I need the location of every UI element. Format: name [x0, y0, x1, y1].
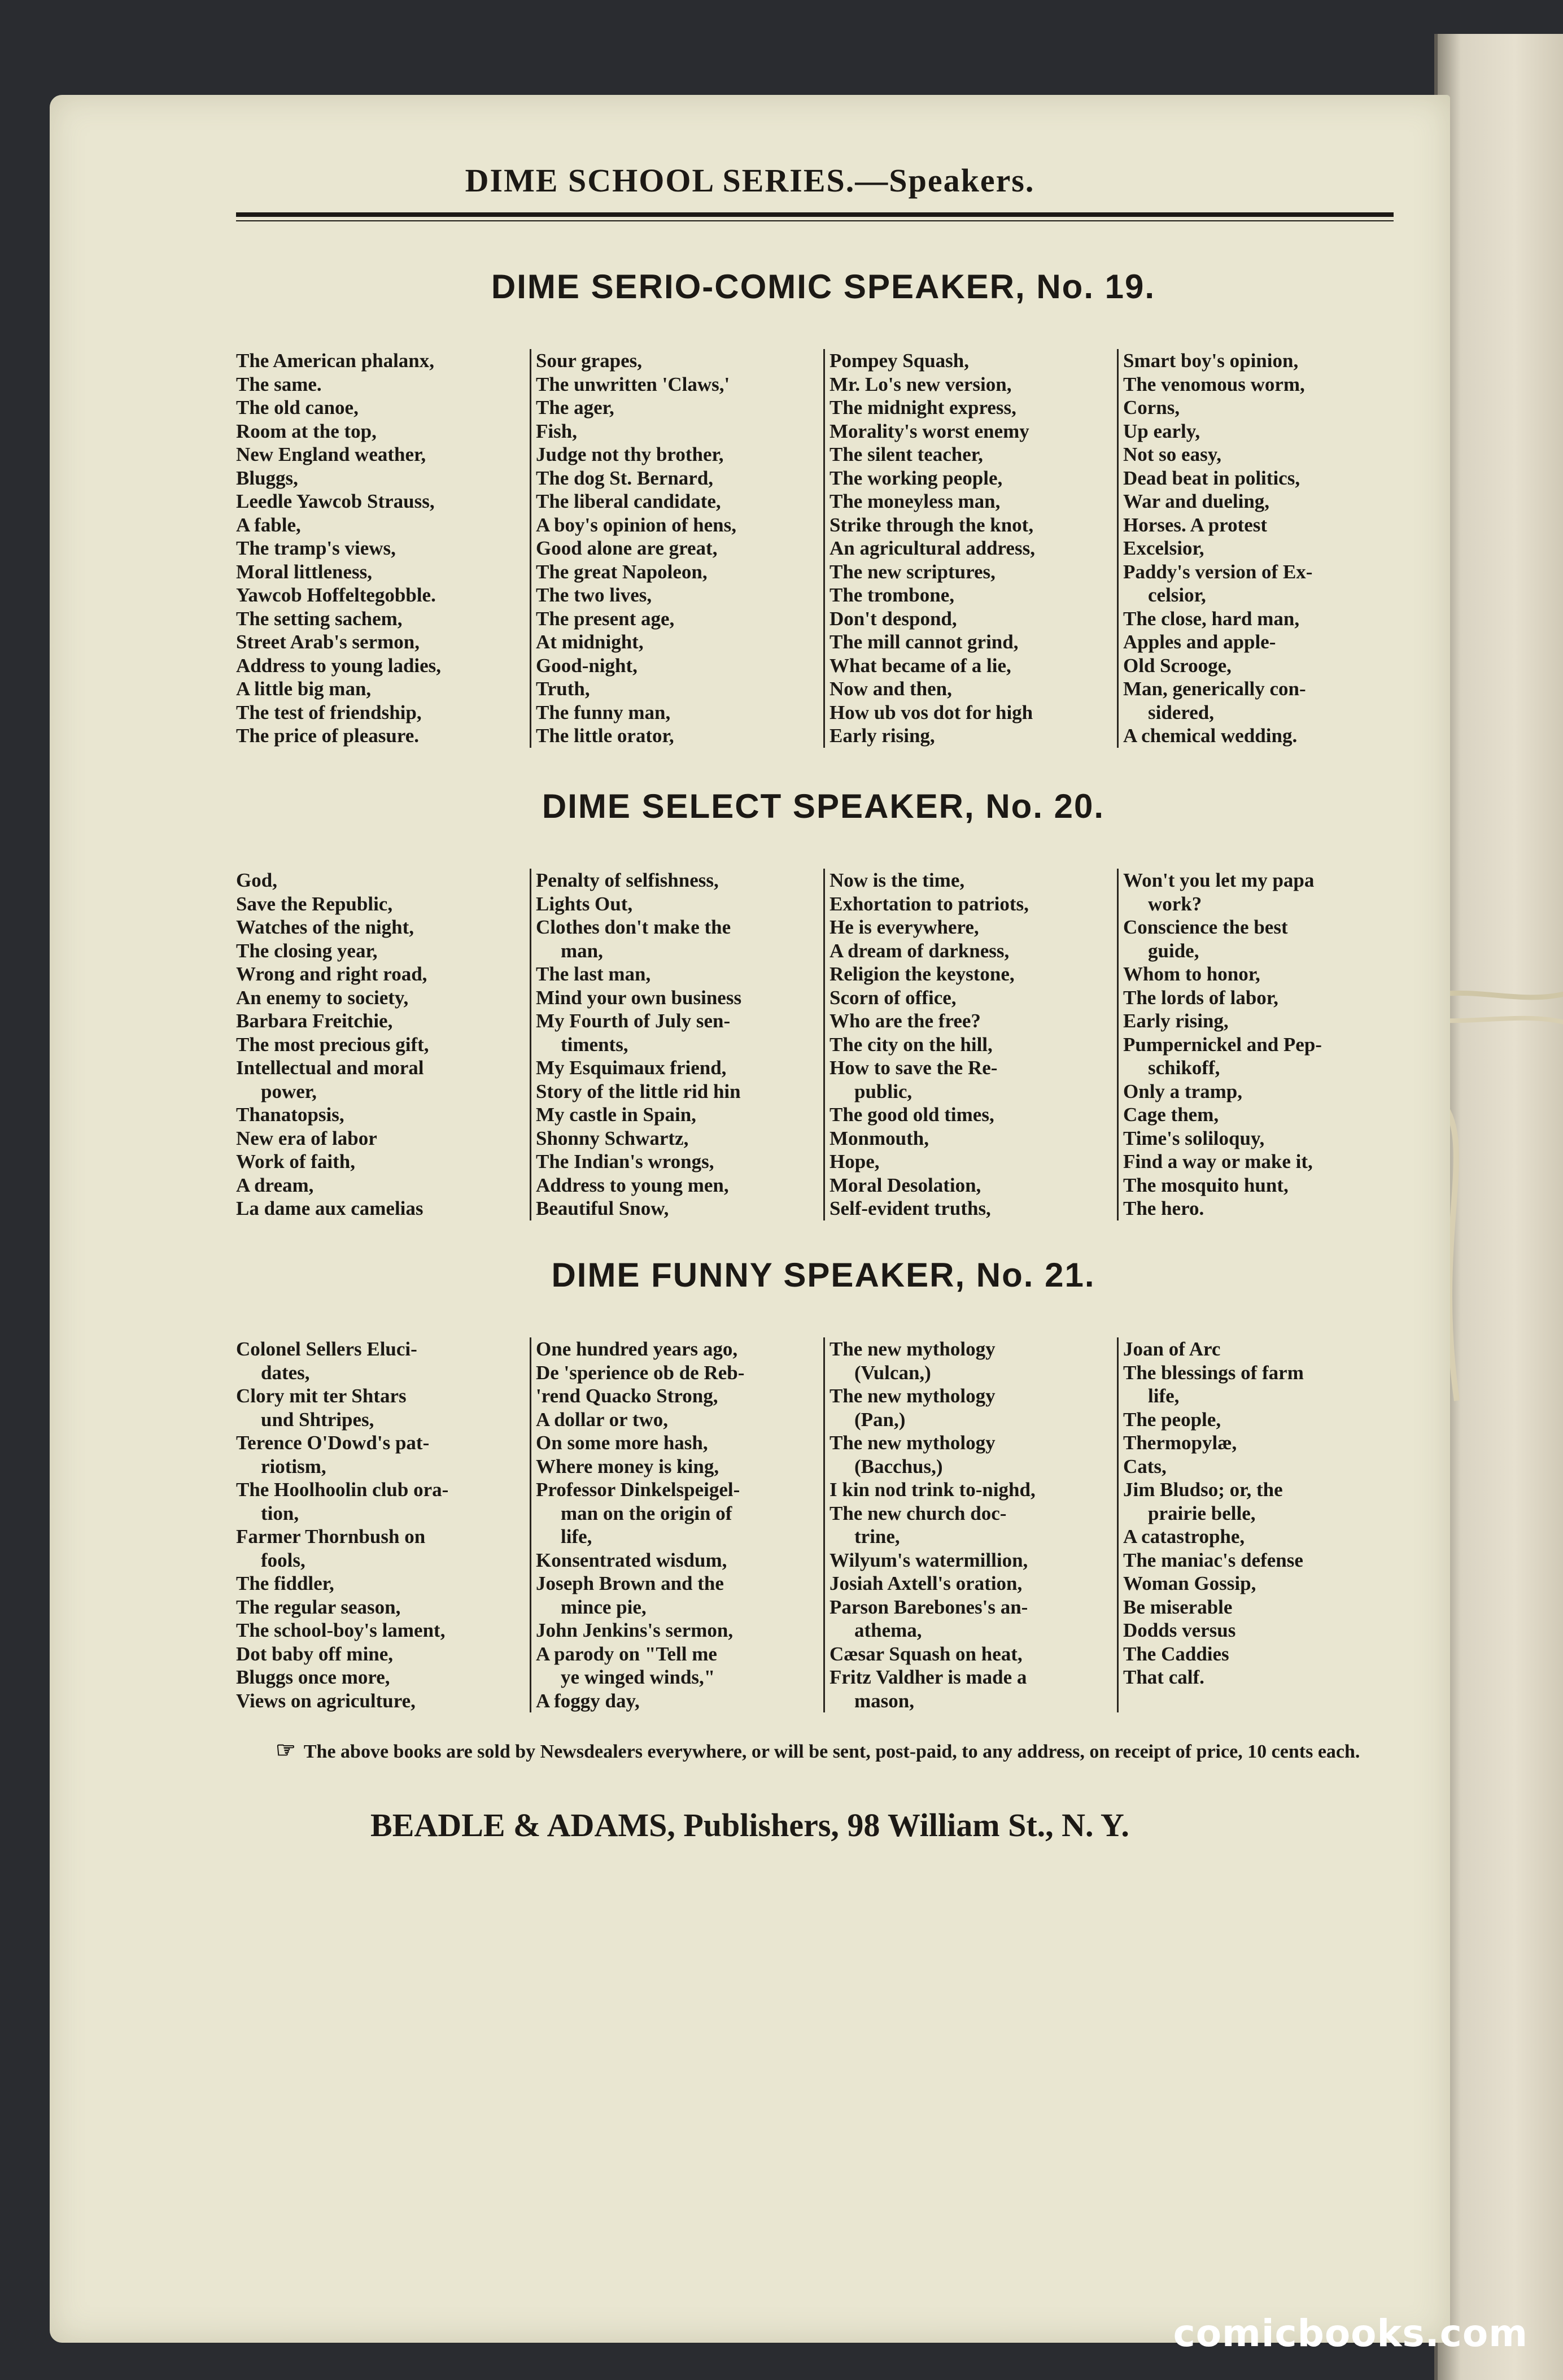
speech-title: Man, generically con- — [1123, 678, 1306, 700]
speech-title: A chemical wedding. — [1123, 725, 1298, 747]
watermark: comicbooks.com — [1173, 2312, 1528, 2355]
speech-title: The ager, — [536, 396, 614, 419]
speech-title: ye winged winds," — [561, 1666, 715, 1688]
speech-title: The hero. — [1123, 1197, 1204, 1219]
speech-title: One hundred years ago, — [536, 1338, 738, 1360]
publisher-imprint: BEADLE & ADAMS, Publishers, 98 William St., N. Y. — [370, 1807, 1129, 1843]
speech-title: Leedle Yawcob Strauss, — [236, 490, 435, 512]
section-title: DIME SERIO-COMIC SPEAKER, No. 19. — [491, 268, 1156, 306]
speech-title: Find a way or make it, — [1123, 1150, 1313, 1172]
speech-title: Thermopylæ, — [1123, 1432, 1237, 1454]
speech-title: The great Napoleon, — [536, 560, 708, 583]
speech-title: Now is the time, — [829, 869, 965, 891]
speech-title: Good alone are great, — [536, 537, 718, 559]
speech-title: Not so easy, — [1123, 443, 1222, 465]
speech-title: God, — [236, 869, 277, 891]
speech-title: Horses. A protest — [1123, 513, 1268, 536]
speech-title: Joseph Brown and the — [536, 1572, 724, 1594]
speech-title: Pumpernickel and Pep- — [1123, 1033, 1322, 1056]
speech-title: work? — [1148, 892, 1202, 915]
speech-title: The closing year, — [236, 939, 378, 962]
speech-title: Cats, — [1123, 1455, 1167, 1477]
speech-title: I kin nod trink to-nighd, — [829, 1479, 1036, 1501]
speech-title: Up early, — [1123, 420, 1200, 442]
speech-title: man on the origin of — [561, 1502, 732, 1524]
speech-title: Penalty of selfishness, — [536, 869, 719, 891]
speech-title: Wilyum's watermillion, — [829, 1549, 1028, 1571]
speech-title: How ub vos dot for high — [829, 701, 1033, 723]
section-title: DIME SELECT SPEAKER, No. 20. — [542, 787, 1105, 825]
speech-title: Yawcob Hoffeltegobble. — [236, 584, 436, 606]
speech-title: New era of labor — [236, 1127, 377, 1149]
speech-title: Scorn of office, — [829, 986, 957, 1009]
speech-title: A foggy day, — [536, 1689, 640, 1712]
speech-title: Who are the free? — [829, 1010, 981, 1032]
speech-title: Cage them, — [1123, 1104, 1219, 1126]
notice-text: The above books are sold by Newsdealers everywhere, or will be sent, post-paid, to any address, on receipt of price, 10 cents each. — [303, 1741, 1360, 1762]
speech-title: A boy's opinion of hens, — [536, 513, 736, 536]
speech-title: The present age, — [536, 607, 675, 630]
title-column — [530, 349, 823, 748]
speech-title: The maniac's defense — [1123, 1549, 1303, 1571]
speech-title: celsior, — [1148, 584, 1206, 606]
speech-title: Smart boy's opinion, — [1123, 350, 1299, 372]
speech-title: (Pan,) — [854, 1408, 906, 1431]
speech-title: The working people, — [829, 467, 1003, 489]
speech-title: Time's soliloquy, — [1123, 1127, 1265, 1149]
speech-title: The new mythology — [829, 1385, 996, 1407]
speech-title: At midnight, — [536, 631, 644, 653]
speech-title: The liberal candidate, — [536, 490, 721, 512]
speech-title: The Caddies — [1123, 1642, 1229, 1665]
speech-title: Early rising, — [829, 725, 935, 747]
speech-title: The city on the hill, — [829, 1033, 993, 1056]
title-column — [530, 1337, 823, 1712]
speech-title: Views on agriculture, — [236, 1689, 416, 1712]
speech-title: Conscience the best — [1123, 916, 1288, 938]
speech-title: Josiah Axtell's oration, — [829, 1572, 1023, 1594]
speech-title: Wrong and right road, — [236, 963, 427, 985]
speech-title: Thanatopsis, — [236, 1104, 344, 1126]
speech-title: The regular season, — [236, 1596, 401, 1618]
speech-title: My castle in Spain, — [536, 1104, 696, 1126]
speech-title: Morality's worst enemy — [829, 420, 1029, 442]
speech-title: Lights Out, — [536, 892, 633, 915]
speech-title: Work of faith, — [236, 1150, 355, 1172]
speech-title: Pompey Squash, — [829, 350, 970, 372]
speech-title: Shonny Schwartz, — [536, 1127, 689, 1149]
speech-title: Parson Barebones's an- — [829, 1596, 1028, 1618]
speech-title: Moral Desolation, — [829, 1174, 981, 1196]
speech-title: The close, hard man, — [1123, 607, 1300, 630]
running-head: DIME SCHOOL SERIES.—Speakers. — [465, 162, 1035, 199]
section-title: DIME FUNNY SPEAKER, No. 21. — [551, 1256, 1095, 1294]
speech-title: Bluggs, — [236, 467, 298, 489]
speech-title: Mr. Lo's new version, — [829, 373, 1012, 395]
speech-title: Only a tramp, — [1123, 1080, 1242, 1102]
speech-title: Cæsar Squash on heat, — [829, 1642, 1023, 1665]
head-rule-thin — [236, 220, 1394, 221]
speech-title: athema, — [854, 1619, 922, 1641]
title-column — [823, 869, 1117, 1220]
speech-title: Whom to honor, — [1123, 963, 1260, 985]
speech-title: Self-evident truths, — [829, 1197, 991, 1219]
speech-title: Where money is king, — [536, 1455, 719, 1477]
speech-title: The silent teacher, — [829, 443, 983, 465]
speech-title: public, — [854, 1080, 913, 1102]
title-column — [1117, 349, 1411, 748]
speech-title: Watches of the night, — [236, 916, 414, 938]
title-column — [1117, 869, 1411, 1220]
speech-title: A dollar or two, — [536, 1408, 668, 1431]
title-column — [236, 1337, 530, 1712]
speech-title: riotism, — [261, 1455, 326, 1477]
speech-title: Moral littleness, — [236, 560, 373, 583]
speech-title: Save the Republic, — [236, 892, 393, 915]
speech-title: The new mythology — [829, 1432, 996, 1454]
speech-title: Street Arab's sermon, — [236, 631, 420, 653]
speech-title: Now and then, — [829, 678, 952, 700]
speech-title: (Bacchus,) — [854, 1455, 943, 1477]
speech-title: Apples and apple- — [1123, 631, 1276, 653]
speech-title: Hope, — [829, 1150, 880, 1172]
speech-title: The new mythology — [829, 1338, 996, 1360]
speech-title: Story of the little rid hin — [536, 1080, 741, 1102]
speech-title: The last man, — [536, 963, 651, 985]
title-columns — [236, 349, 1411, 748]
speech-title: Terence O'Dowd's pat- — [236, 1432, 430, 1454]
speech-title: What became of a lie, — [829, 654, 1011, 677]
speech-title: timents, — [561, 1033, 628, 1056]
speech-title: Farmer Thornbush on — [236, 1525, 426, 1548]
speech-title: Dot baby off mine, — [236, 1642, 394, 1665]
speech-title: The Hoolhoolin club ora- — [236, 1479, 449, 1501]
speech-title: The little orator, — [536, 725, 674, 747]
speech-title: War and dueling, — [1123, 490, 1270, 512]
speech-title: The lords of labor, — [1123, 986, 1278, 1009]
speech-title: Konsentrated wisdum, — [536, 1549, 727, 1571]
speech-title: An enemy to society, — [236, 986, 409, 1009]
title-column — [236, 869, 530, 1220]
speech-title: The mosquito hunt, — [1123, 1174, 1289, 1196]
speech-title: Dodds versus — [1123, 1619, 1236, 1641]
speech-title: Mind your own business — [536, 986, 742, 1009]
speech-title: Old Scrooge, — [1123, 654, 1232, 677]
title-column — [530, 869, 823, 1220]
speech-title: Room at the top, — [236, 420, 377, 442]
speech-title: The mill cannot grind, — [829, 631, 1019, 653]
speech-title: A parody on "Tell me — [536, 1642, 717, 1665]
speech-title: Dead beat in politics, — [1123, 467, 1300, 489]
speech-title: Beautiful Snow, — [536, 1197, 669, 1219]
sales-notice — [276, 1738, 1377, 1764]
speech-title: The venomous worm, — [1123, 373, 1305, 395]
title-columns — [236, 869, 1411, 1220]
section-serio-comic-speaker — [236, 264, 1411, 748]
speech-title: power, — [261, 1080, 317, 1102]
speech-title: The moneyless man, — [829, 490, 1001, 512]
speech-title: The school-boy's lament, — [236, 1619, 446, 1641]
speech-title: A dream of darkness, — [829, 939, 1010, 962]
speech-title: The trombone, — [829, 584, 955, 606]
title-columns — [236, 1337, 1411, 1712]
speech-title: The test of friendship, — [236, 701, 422, 723]
speech-title: Professor Dinkelspeigel- — [536, 1479, 740, 1501]
head-rule — [236, 212, 1394, 217]
speech-title: Corns, — [1123, 396, 1180, 419]
title-column — [823, 349, 1117, 748]
speech-title: The tramp's views, — [236, 537, 396, 559]
speech-title: Won't you let my papa — [1123, 869, 1315, 891]
speech-title: Excelsior, — [1123, 537, 1204, 559]
speech-title: My Fourth of July sen- — [536, 1010, 731, 1032]
speech-title: An agricultural address, — [829, 537, 1035, 559]
speech-title: prairie belle, — [1148, 1502, 1256, 1524]
speech-title: Judge not thy brother, — [536, 443, 724, 465]
speech-title: Strike through the knot, — [829, 513, 1034, 536]
speech-title: John Jenkins's sermon, — [536, 1619, 734, 1641]
speech-title: Clothes don't make the — [536, 916, 731, 938]
speech-title: schikoff, — [1148, 1057, 1220, 1079]
speech-title: Exhortation to patriots, — [829, 892, 1029, 915]
speech-title: Paddy's version of Ex- — [1123, 560, 1313, 583]
speech-title: Jim Bludso; or, the — [1123, 1479, 1283, 1501]
speech-title: The good old times, — [829, 1104, 994, 1126]
speech-title: A dream, — [236, 1174, 314, 1196]
speech-title: That calf. — [1123, 1666, 1204, 1688]
speech-title: The midnight express, — [829, 396, 1016, 419]
speech-title: fools, — [261, 1549, 305, 1571]
speech-title: trine, — [854, 1525, 900, 1548]
speech-title: A little big man, — [236, 678, 372, 700]
speech-title: The dog St. Bernard, — [536, 467, 714, 489]
speech-title: man, — [561, 939, 603, 962]
speech-title: Fritz Valdher is made a — [829, 1666, 1027, 1688]
speech-title: The old canoe, — [236, 396, 359, 419]
speech-title: Barbara Freitchie, — [236, 1010, 393, 1032]
speech-title: A catastrophe, — [1123, 1525, 1245, 1548]
speech-title: He is everywhere, — [829, 916, 979, 938]
speech-title: The unwritten 'Claws,' — [536, 373, 730, 395]
speech-title: La dame aux camelias — [236, 1197, 424, 1219]
title-column — [823, 1337, 1117, 1712]
speech-title: The funny man, — [536, 701, 671, 723]
speech-title: The new scriptures, — [829, 560, 996, 583]
speech-title: Bluggs once more, — [236, 1666, 390, 1688]
speech-title: The most precious gift, — [236, 1033, 429, 1056]
speech-title: und Shtripes, — [261, 1408, 374, 1431]
speech-title: (Vulcan,) — [854, 1361, 931, 1384]
speech-title: De 'sperience ob de Reb- — [536, 1361, 745, 1384]
speech-title: My Esquimaux friend, — [536, 1057, 727, 1079]
speech-title: The American phalanx, — [236, 350, 435, 372]
title-column — [1117, 1337, 1411, 1712]
pointing-hand-icon: ☞ — [276, 1737, 296, 1763]
speech-title: How to save the Re- — [829, 1057, 998, 1079]
speech-title: The setting sachem, — [236, 607, 403, 630]
speech-title: Colonel Sellers Eluci- — [236, 1338, 417, 1360]
title-column — [236, 349, 530, 748]
speech-title: Religion the keystone, — [829, 963, 1015, 985]
catalog-page — [50, 95, 1450, 2343]
speech-title: life, — [1148, 1385, 1180, 1407]
speech-title: mince pie, — [561, 1596, 647, 1618]
speech-title: guide, — [1148, 939, 1199, 962]
speech-title: Address to young ladies, — [236, 654, 442, 677]
speech-title: Good-night, — [536, 654, 638, 677]
speech-title: Clory mit ter Shtars — [236, 1385, 407, 1407]
speech-title: Be miserable — [1123, 1596, 1233, 1618]
speech-title: Sour grapes, — [536, 350, 642, 372]
speech-title: tion, — [261, 1502, 299, 1524]
speech-title: sidered, — [1148, 701, 1214, 723]
speech-title: The same. — [236, 373, 322, 395]
speech-title: mason, — [854, 1689, 914, 1712]
speech-title: Early rising, — [1123, 1010, 1229, 1032]
speech-title: Intellectual and moral — [236, 1057, 424, 1079]
speech-title: The two lives, — [536, 584, 652, 606]
speech-title: Joan of Arc — [1123, 1338, 1221, 1360]
speech-title: New England weather, — [236, 443, 426, 465]
section-select-speaker — [236, 784, 1411, 1220]
speech-title: dates, — [261, 1361, 310, 1384]
section-funny-speaker — [236, 1253, 1411, 1712]
speech-title: Address to young men, — [536, 1174, 729, 1196]
speech-title: Monmouth, — [829, 1127, 929, 1149]
speech-title: The fiddler, — [236, 1572, 334, 1594]
speech-title: Fish, — [536, 420, 577, 442]
speech-title: life, — [561, 1525, 592, 1548]
speech-title: On some more hash, — [536, 1432, 708, 1454]
speech-title: The blessings of farm — [1123, 1361, 1304, 1384]
speech-title: Don't despond, — [829, 607, 957, 630]
speech-title: 'rend Quacko Strong, — [536, 1385, 718, 1407]
speech-title: The new church doc- — [829, 1502, 1007, 1524]
speech-title: A fable, — [236, 513, 301, 536]
speech-title: Woman Gossip, — [1123, 1572, 1256, 1594]
speech-title: The price of pleasure. — [236, 725, 420, 747]
speech-title: Truth, — [536, 678, 590, 700]
speech-title: The people, — [1123, 1408, 1221, 1431]
speech-title: The Indian's wrongs, — [536, 1150, 714, 1172]
